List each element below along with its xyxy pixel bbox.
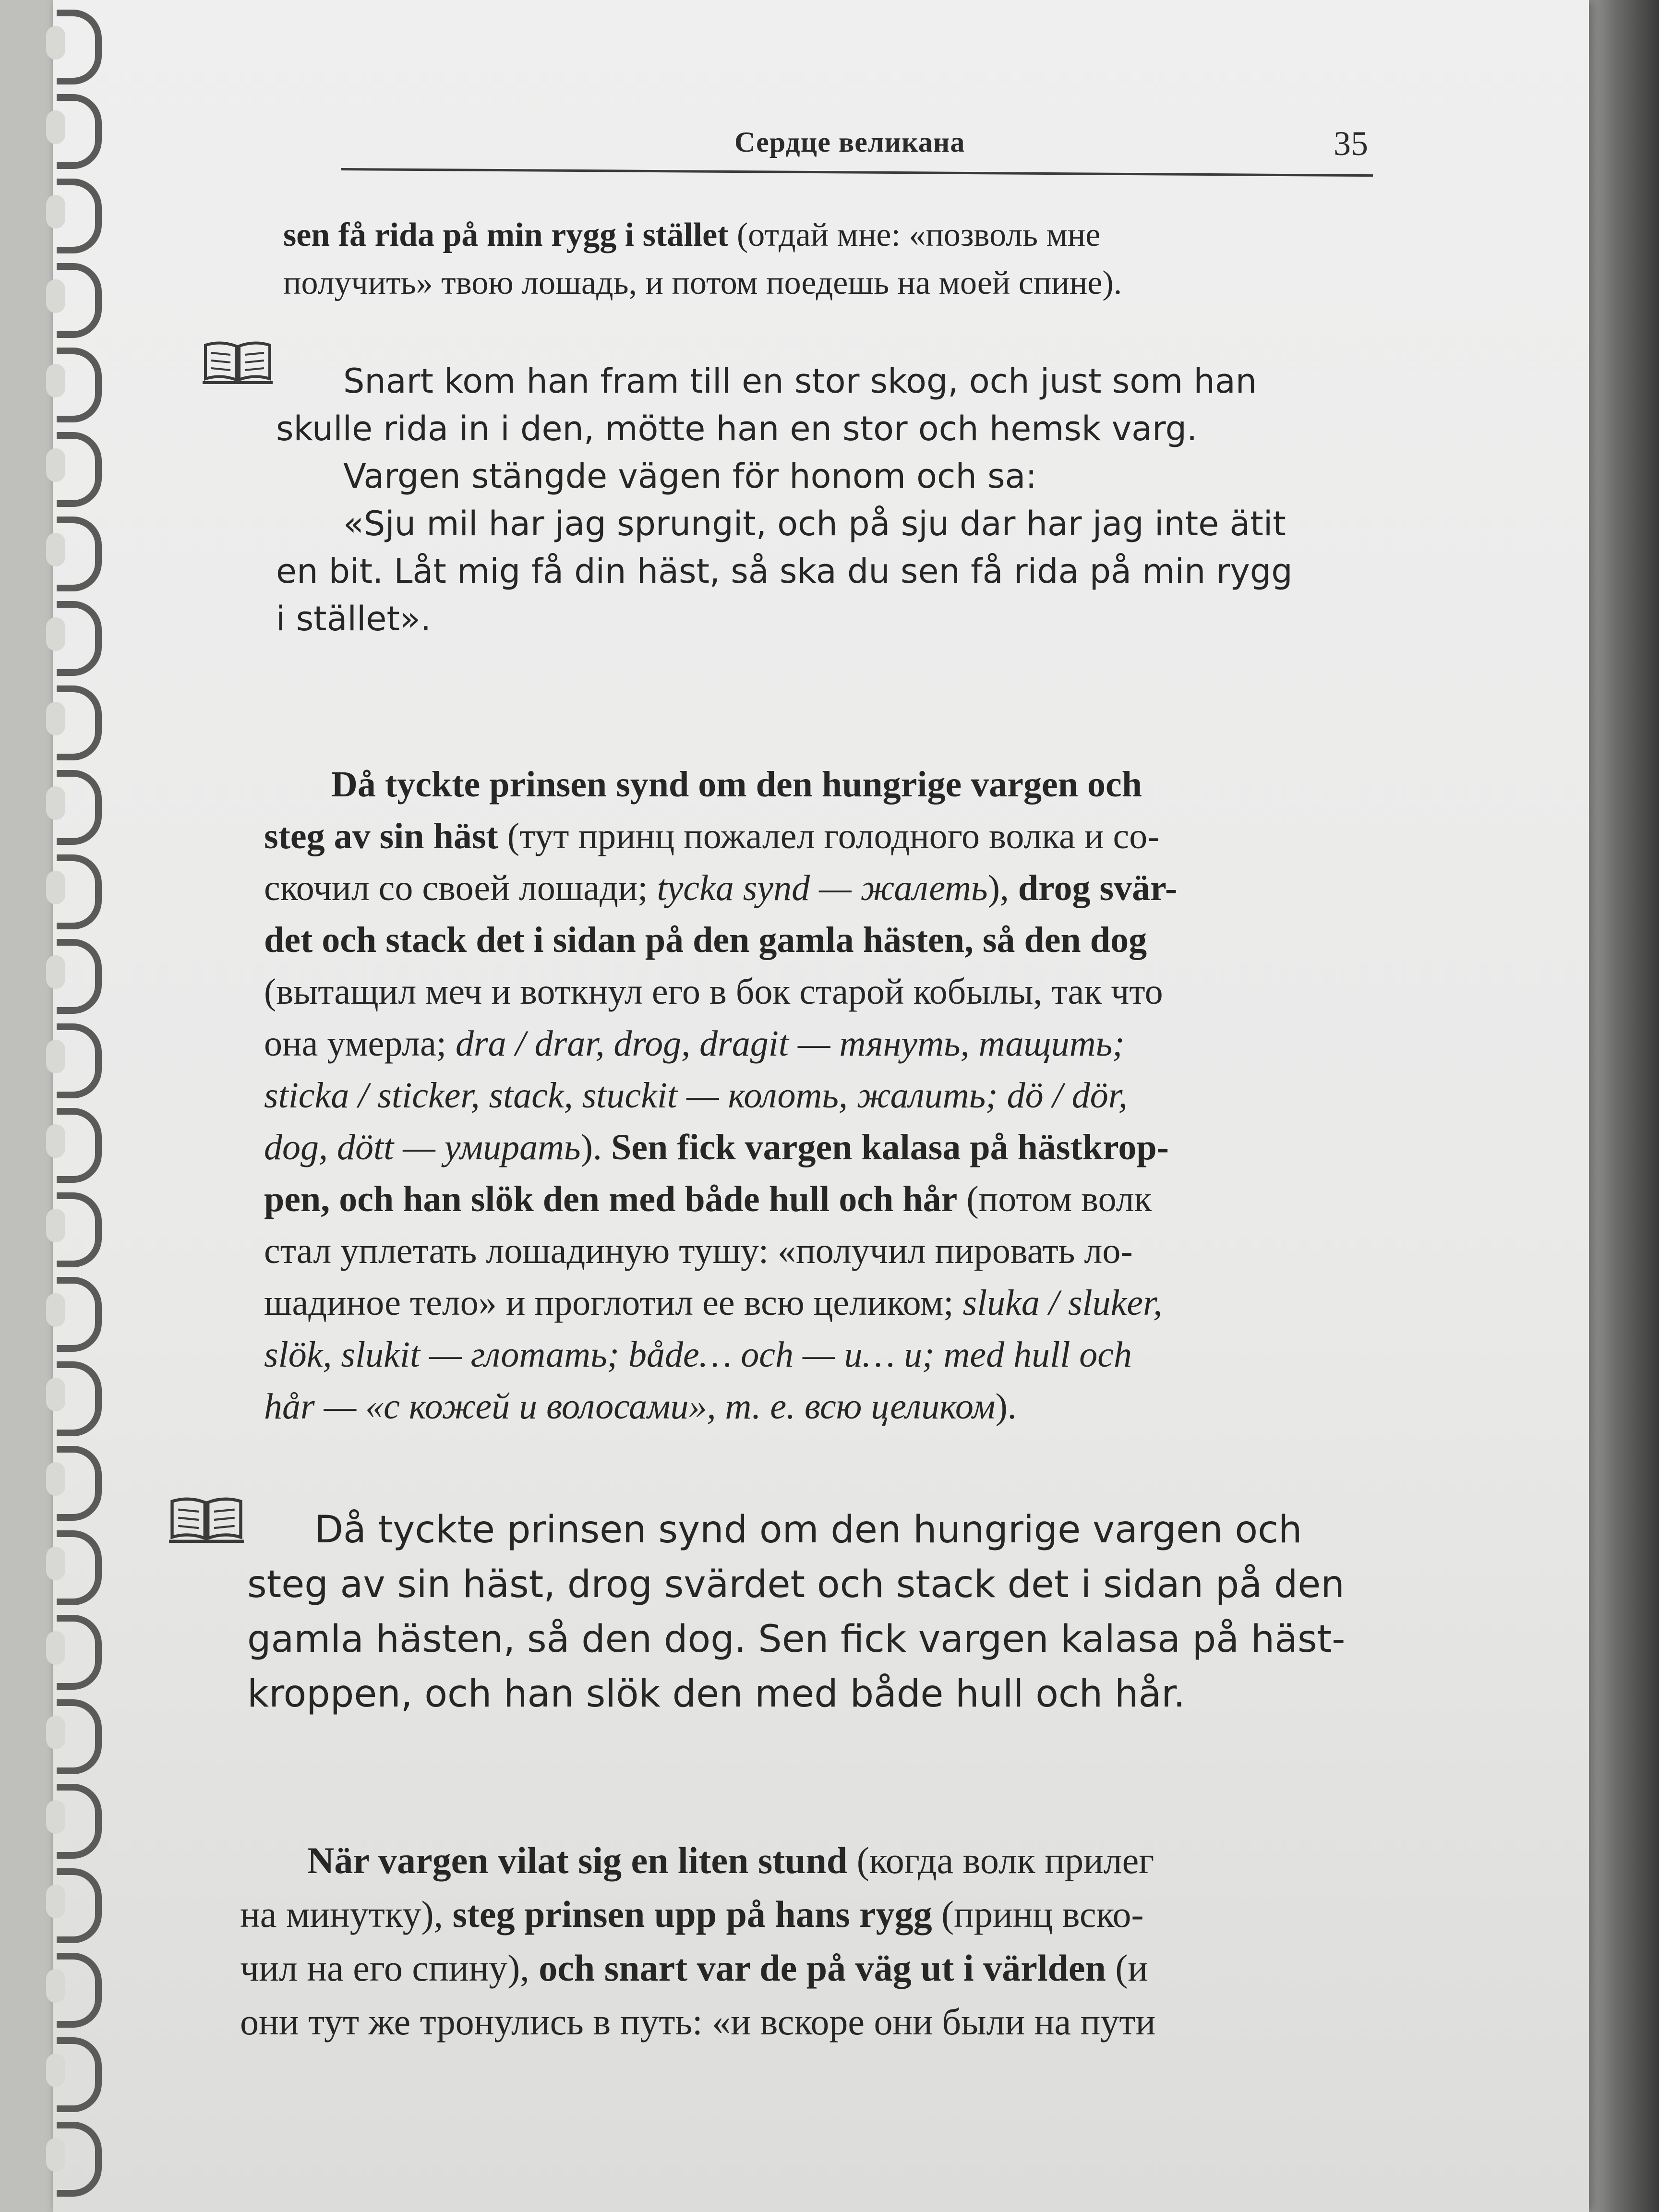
translation-text: стал уплетать лошадиную тушу: «получил пировать ло-: [264, 1231, 1133, 1271]
binding-ring: [57, 1784, 102, 1859]
italic-gloss: slök, slukit — глотать; både… och — и… и; med hull och: [264, 1334, 1132, 1375]
translation-text: ).: [995, 1386, 1017, 1427]
text-line: [264, 914, 1177, 966]
text-line: [283, 259, 1122, 307]
text-line: Vargen stängde vägen för honom och sa:: [343, 457, 1037, 496]
binding-ring: [57, 601, 102, 676]
binding-ring: [57, 1108, 102, 1183]
running-title: Сердце великана: [734, 126, 965, 158]
translation-text: ).: [580, 1127, 611, 1167]
text-line: i stället».: [276, 599, 431, 638]
binding-ring: [57, 2122, 102, 2197]
desk-background: [1587, 0, 1659, 2212]
text-line: gamla hästen, så den dog. Sen fick vargen kalasa på häst-: [247, 1618, 1346, 1661]
binding-ring: [57, 1868, 102, 1943]
binding-ring: [57, 2037, 102, 2112]
text-line: [264, 1070, 1177, 1121]
text-line: [264, 1018, 1177, 1070]
binding-ring: [57, 348, 102, 422]
binding-ring: [57, 1953, 102, 2028]
translation-text: скочил со своей лошади;: [264, 868, 657, 908]
text-line: [264, 1225, 1177, 1277]
text-line: [240, 1887, 1155, 1941]
italic-gloss: sluka / sluker,: [962, 1283, 1163, 1323]
binding-ring: [57, 94, 102, 169]
binding-ring: [57, 1192, 102, 1267]
text-line: skulle rida in i den, mötte han en stor och hemsk varg.: [276, 409, 1198, 448]
translation-text: (вытащил меч и воткнул его в бок старой кобылы, так что: [264, 972, 1163, 1012]
translation-text: ),: [987, 868, 1018, 908]
binding-ring: [57, 432, 102, 507]
bold-phrase: sen få rida på min rygg i stället: [283, 216, 729, 253]
text-line: steg av sin häst, drog svärdet och stack det i sidan på den: [247, 1563, 1345, 1606]
text-line: Då tyckte prinsen synd om den hungrige vargen och: [314, 1508, 1302, 1551]
header-rule: [341, 168, 1373, 177]
italic-gloss: hår — «с кожей и волосами», т. е. всю целиком: [264, 1386, 996, 1427]
translation-text: чил на его спину),: [240, 1947, 539, 1989]
bold-phrase: Sen fick vargen kalasa på hästkrop-: [611, 1127, 1169, 1167]
translation-text: шадиное тело» и проглотил ее всю целиком;: [264, 1283, 963, 1323]
translation-text: они тут же тронулись в путь: «и вскоре они были на пути: [240, 2001, 1156, 2043]
binding-ring: [57, 179, 102, 253]
translation-text: она умерла;: [264, 1023, 456, 1064]
translation-text: на минутку),: [240, 1893, 453, 1935]
commentary-block-1: [283, 211, 1122, 307]
text-line: [264, 966, 1177, 1018]
commentary-block-2: [264, 758, 1177, 1432]
text-line: [264, 1173, 1177, 1225]
binding-ring: [57, 1699, 102, 1774]
spiral-binding: [53, 0, 110, 2212]
binding-ring: [57, 1615, 102, 1690]
text-line: Snart kom han fram till en stor skog, och just som han: [343, 361, 1257, 401]
bold-phrase: pen, och han slök den med både hull och hår: [264, 1179, 958, 1219]
text-line: «Sju mil har jag sprungit, och på sju dar har jag inte ätit: [343, 504, 1286, 543]
binding-ring: [57, 770, 102, 845]
bold-phrase: och snart var de på väg ut i världen: [539, 1947, 1106, 1989]
binding-ring: [57, 1530, 102, 1605]
translation-text: (когда волк прилег: [847, 1839, 1154, 1881]
translation-text: (и: [1106, 1947, 1148, 1989]
translation-text: получить» твою лошадь, и потом поедешь на моей спине).: [283, 264, 1122, 301]
text-line: [264, 758, 1177, 810]
bold-phrase: Då tyckte prinsen synd om den hungrige vargen och: [331, 764, 1142, 805]
bold-phrase: steg av sin häst: [264, 816, 498, 856]
text-line: [264, 1329, 1177, 1381]
italic-gloss: sticka / sticker, stack, stuckit — колоть, жалить; dö / dör,: [264, 1075, 1128, 1116]
commentary-block-3: [240, 1834, 1155, 2049]
italic-gloss: tycka synd — жалеть: [657, 868, 988, 908]
text-line: [264, 1121, 1177, 1173]
open-book-icon: [168, 1493, 245, 1547]
bold-phrase: steg prinsen upp på hans rygg: [452, 1893, 932, 1935]
translation-text: (отдай мне: «позволь мне: [728, 216, 1101, 253]
running-header: [341, 120, 1373, 178]
reading-text-block-2: [247, 1503, 1345, 1721]
text-line: en bit. Låt mig få din häst, så ska du sen få rida på min rygg: [276, 552, 1293, 591]
text-line: [283, 211, 1122, 259]
text-line: [264, 810, 1177, 862]
binding-ring: [57, 854, 102, 929]
text-line: [264, 862, 1177, 914]
bold-phrase: När vargen vilat sig en liten stund: [307, 1839, 848, 1881]
italic-gloss: dra / drar, drog, dragit — тянуть, тащить;: [456, 1023, 1125, 1064]
reading-text-block-1: [276, 358, 1293, 643]
binding-ring: [57, 10, 102, 84]
binding-ring: [57, 685, 102, 760]
binding-ring: [57, 263, 102, 338]
text-line: [264, 1277, 1177, 1329]
text-line: kroppen, och han slök den med både hull och hår.: [247, 1672, 1185, 1716]
binding-ring: [57, 1446, 102, 1521]
binding-ring: [57, 939, 102, 1014]
bold-phrase: det och stack det i sidan på den gamla hästen, så den dog: [264, 920, 1147, 960]
translation-text: (тут принц пожалел голодного волка и со-: [498, 816, 1160, 856]
text-line: [240, 1834, 1155, 1887]
translation-text: (потом волк: [957, 1179, 1152, 1219]
bold-phrase: drog svär-: [1018, 868, 1178, 908]
binding-ring: [57, 517, 102, 591]
page-number: 35: [1334, 124, 1368, 163]
translation-text: (принц вско-: [932, 1893, 1144, 1935]
open-book-icon: [202, 338, 274, 386]
text-line: [240, 1995, 1155, 2049]
book-page: [53, 0, 1589, 2212]
binding-ring: [57, 1277, 102, 1352]
text-line: [240, 1941, 1155, 1995]
binding-ring: [57, 1023, 102, 1098]
text-line: [264, 1381, 1177, 1432]
binding-ring: [57, 1361, 102, 1436]
italic-gloss: dog, dött — умирать: [264, 1127, 581, 1167]
